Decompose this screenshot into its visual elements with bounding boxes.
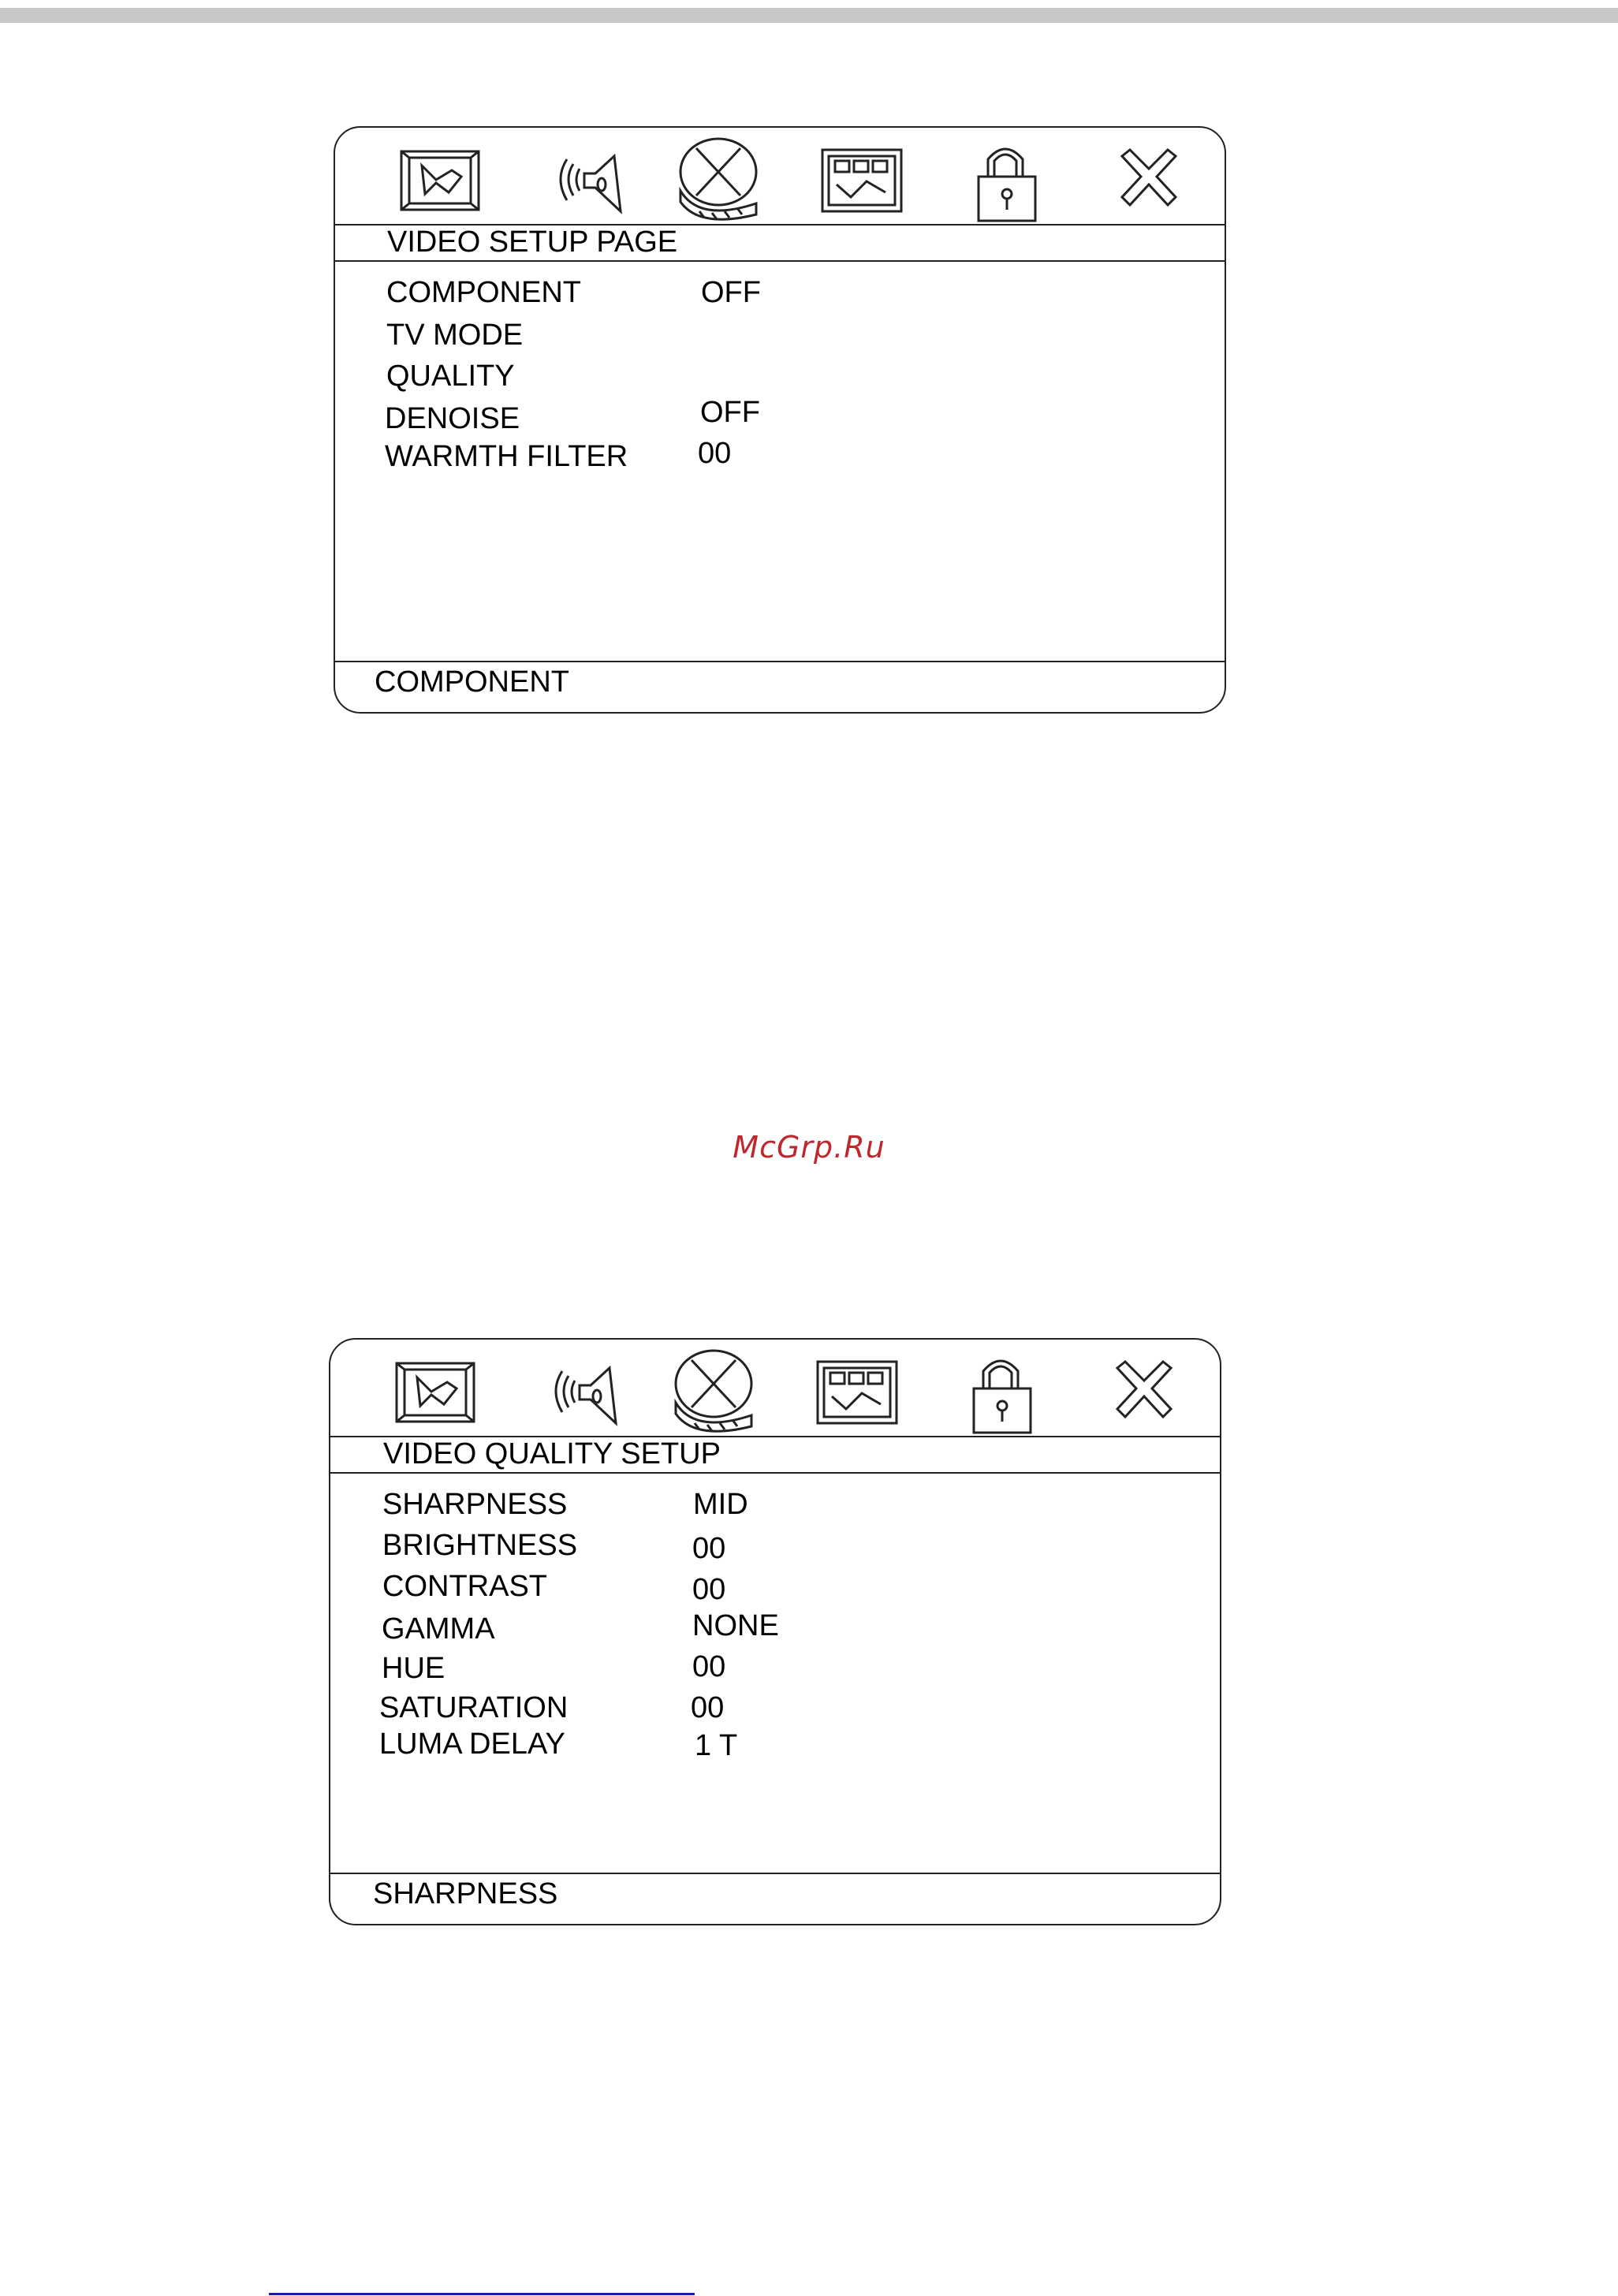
picture-setup-icon[interactable]	[390, 136, 491, 227]
row-label: LUMA DELAY	[379, 1728, 565, 1761]
menu-row-tv-mode[interactable]	[335, 319, 1225, 358]
disc-icon[interactable]	[668, 136, 769, 227]
bottom-link-underline	[269, 2293, 695, 2295]
page-title: VIDEO SETUP PAGE	[387, 226, 678, 259]
exit-x-icon[interactable]	[1094, 1347, 1195, 1439]
title-divider-bottom	[335, 260, 1225, 262]
audio-speaker-icon[interactable]	[532, 136, 633, 227]
menu-row-luma-delay[interactable]	[330, 1728, 1220, 1767]
watermark-text: McGrp.Ru	[733, 1130, 885, 1165]
preference-grid-icon[interactable]	[807, 1347, 908, 1439]
help-footer: COMPONENT	[375, 665, 569, 699]
video-quality-menu	[329, 1338, 1221, 1925]
disc-icon[interactable]	[663, 1347, 764, 1439]
row-label: HUE	[382, 1652, 446, 1685]
menu-row-saturation[interactable]	[330, 1691, 1220, 1731]
menu-icon-bar	[330, 1340, 1220, 1437]
menu-row-hue[interactable]	[330, 1650, 1220, 1690]
preference-grid-icon[interactable]	[811, 136, 912, 227]
footer-divider	[330, 1873, 1220, 1874]
lock-icon[interactable]	[950, 1347, 1051, 1439]
row-label: SATURATION	[379, 1691, 569, 1724]
row-value: 00	[692, 1650, 726, 1683]
row-value: 00	[692, 1532, 726, 1565]
lock-icon[interactable]	[955, 136, 1056, 227]
menu-row-warmth-filter[interactable]	[335, 437, 1225, 479]
row-value: 00	[698, 437, 732, 470]
menu-row-contrast[interactable]	[330, 1570, 1220, 1609]
row-label: QUALITY	[386, 360, 515, 393]
row-value: OFF	[701, 276, 761, 309]
row-label: COMPONENT	[386, 276, 581, 309]
title-divider-bottom	[330, 1472, 1220, 1474]
help-footer: SHARPNESS	[373, 1877, 558, 1910]
menu-row-component[interactable]	[335, 276, 1225, 315]
exit-x-icon[interactable]	[1098, 136, 1199, 227]
row-value: 00	[692, 1573, 726, 1606]
row-label: SHARPNESS	[382, 1488, 568, 1521]
menu-row-brightness[interactable]	[330, 1529, 1220, 1568]
page-title: VIDEO QUALITY SETUP	[383, 1437, 721, 1470]
menu-row-quality[interactable]	[335, 360, 1225, 399]
row-value: NONE	[692, 1609, 779, 1642]
video-setup-menu	[334, 126, 1226, 714]
menu-row-denoise[interactable]	[335, 396, 1225, 440]
row-label: WARMTH FILTER	[385, 440, 628, 473]
row-value: 00	[691, 1691, 725, 1724]
menu-row-gamma[interactable]	[330, 1611, 1220, 1650]
menu-icon-bar	[335, 128, 1225, 226]
row-label: GAMMA	[382, 1612, 495, 1646]
row-label: CONTRAST	[382, 1570, 547, 1603]
row-label: TV MODE	[386, 319, 524, 352]
row-label: DENOISE	[385, 402, 520, 435]
top-rule	[0, 8, 1618, 23]
menu-row-sharpness[interactable]	[330, 1488, 1220, 1527]
row-label: BRIGHTNESS	[382, 1529, 578, 1562]
audio-speaker-icon[interactable]	[528, 1347, 628, 1439]
picture-setup-icon[interactable]	[386, 1347, 487, 1439]
row-value: 1 T	[695, 1729, 738, 1762]
row-value: OFF	[700, 396, 760, 429]
footer-divider	[335, 661, 1225, 662]
row-value: MID	[693, 1488, 748, 1521]
